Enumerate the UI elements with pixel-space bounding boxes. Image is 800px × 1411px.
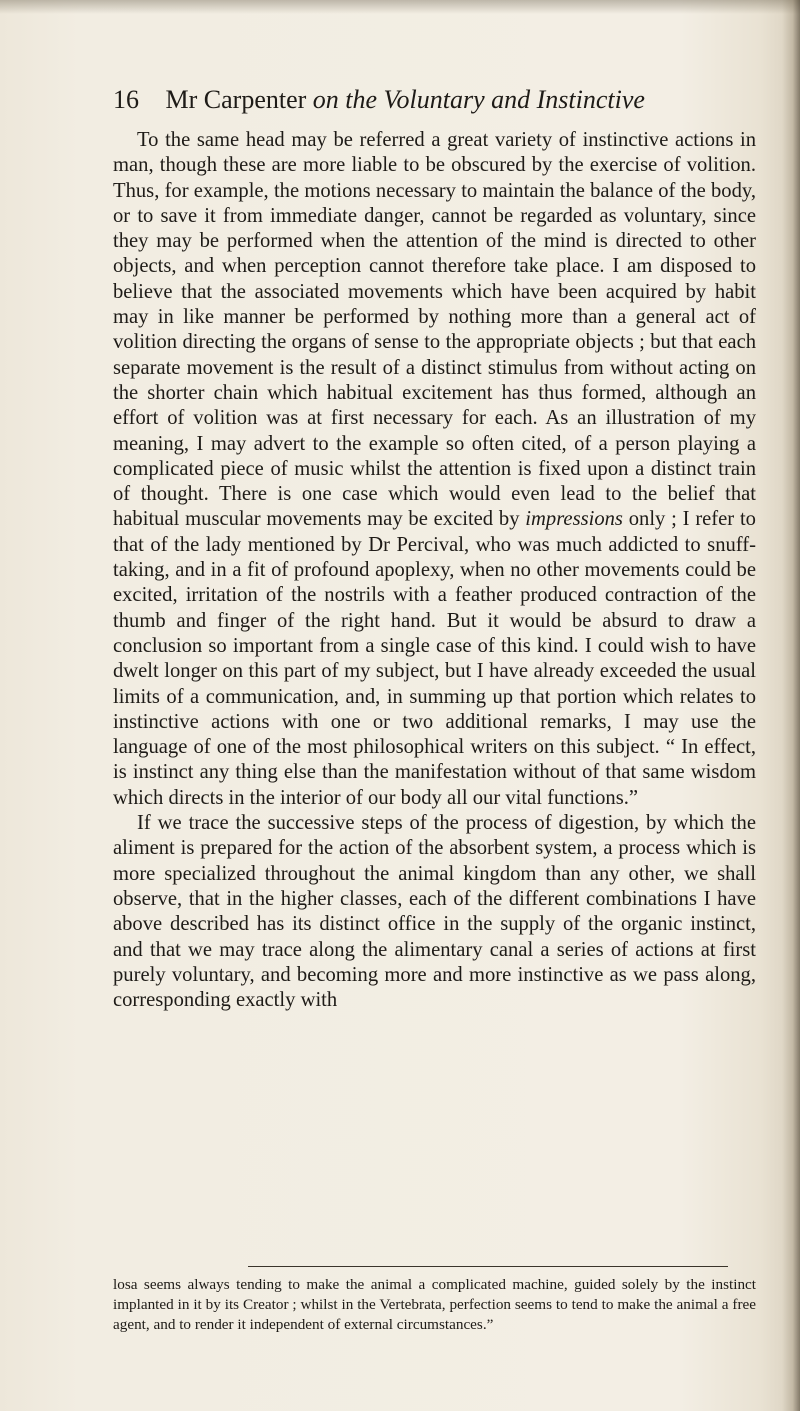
paragraph-1-part-1: To the same head may be referred a great variety of instinctive actions in man, though these are more liable to be obscured by the exercise of volition. Thus, for example, the motions necessary to maintain the balance of the body, or to save it from immediate danger, cannot be regarded as voluntary, since they may be performed when the attention of the mind is directed to other objects, and when perception cannot therefore take place. I am disposed to believe that the associated movements which have been acquired by habit may in like manner be performed by nothing more than a general act of volition directing the organs of sense to the appropriate objects ; but that each separate movement is the result of a distinct stimulus from without acting on the shorter chain which habitual excitement has thus formed, although an effort of volition was at first necessary for each. As an illustration of my meaning, I may advert to the example so often cited, of a person playing a complicated piece of music whilst the attention is fixed upon a distinct train of thought. There is one case which would even lead to the belief that habitual muscular movements may be excited by [113,129,756,531]
paragraph-1-part-2: only ; I refer to that of the lady mentioned by Dr Percival, who was much addicted to snuff-taking, and in a fit of profound apoplexy, when no other movements could be excited, irritation of the nostrils with a feather produced contraction of the thumb and finger of the right hand. But it would be absurd to draw a conclusion so important from a single case of this kind. I could wish to have dwelt longer on this part of my subject, but I have already exceeded the usual limits of a communication, and, in summing up that portion which relates to instinctive actions with one or two additional remarks, I may use the language of one of the most philosophical writers on this subject. “ In effect, is instinct any thing else than the manifestation without of that same wisdom which directs in the interior of our body all our vital functions.” [113,508,756,809]
emphasis-impressions: impressions [525,508,623,531]
body-text [113,128,756,1013]
header-title: Voluntary and Instinctive [383,85,645,114]
footnote-text: losa seems always tending to make the animal a complicated machine, guided solely by the instinct implanted in it by its Creator ; whilst in the Vertebrata, perfection seems to tend to make the animal a free agent, and to render it independent of external circumstances.” [113,1276,756,1333]
footnote [113,1275,756,1335]
page-top-shadow [0,0,800,14]
page-right-edge-shadow [782,0,800,1411]
header-author: Mr Carpenter [165,85,307,114]
footnote-rule [248,1266,728,1267]
page-number: 16 [113,85,139,114]
paragraph-1 [113,128,756,811]
paragraph-2: If we trace the successive steps of the process of digestion, by which the aliment is prepared for the action of the absorbent system, a process which is more specialized throughout the animal kingdom than any other, we shall observe, that in the higher classes, each of the different combinations I have above described has its distinct office in the supply of the organic instinct, and that we may trace along the alimentary canal a series of actions at first purely voluntary, and becoming more and more instinctive as we pass along, corresponding exactly with [113,812,756,1012]
header-connector: on the [312,85,378,114]
running-header [113,84,753,116]
